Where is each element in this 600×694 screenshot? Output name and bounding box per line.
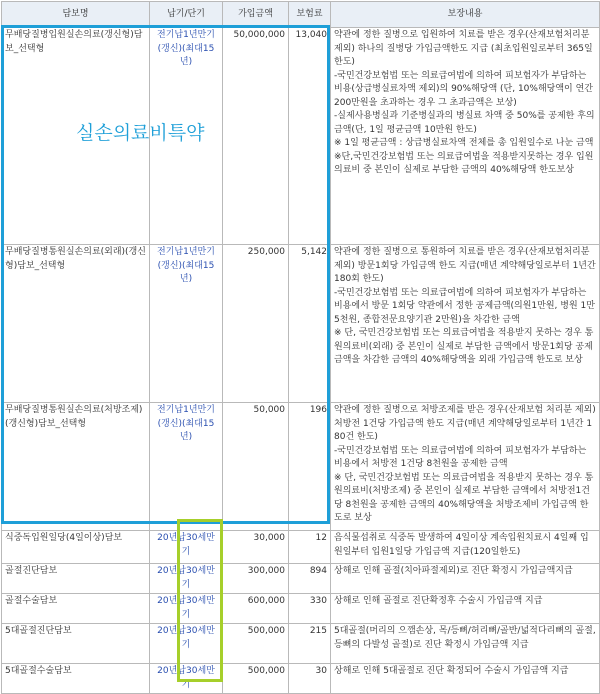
- row-premium: 330: [289, 594, 331, 624]
- row-term: 20년납30세만기: [150, 564, 223, 594]
- row-amount: 300,000: [223, 564, 289, 594]
- row-coverage: 상해로 인해 5대골절로 진단 확정되어 수술시 가입금액 지급: [331, 664, 600, 694]
- row-coverage: 약관에 정한 질병으로 입원하여 치료를 받은 경우(산재보험처리분 제외) 하나의 질병당 가입금액한도 지급 (최초입원일로부터 365일한도) -국민건강보험법 또는 의료급여법에 의하여 피보험자가 부담하는 비용(상급병실료차액 제외)의 90%해당액 (단, 10%해당액이 연간 200만원을 초과하는 경우 그 초과금액은 보상) -실제사용병실과 기준병실과의 병실료 차액 중 50%를 공제한 후의 금액(단, 1일 평균금액 10만원 한도) ※ 1일 평균금액 : 상급병실료차액 전체를 총 입원일수로 나눈 금액 ※단,국민건강보험법 또는 의료급여법을 적용받지못하는 경우 입원의료비 중 본인이 실제로 부담한 금액의 40%해당액 한도보상: [331, 28, 600, 245]
- row-term: 20년납30세만기: [150, 624, 223, 664]
- row-coverage: 상해로 인해 골절로 진단확정후 수술시 가입금액 지급: [331, 594, 600, 624]
- col-header-term: 납기/단기: [150, 2, 223, 28]
- row-term: 20년납30세만기: [150, 594, 223, 624]
- row-name: 골절진단담보: [2, 564, 150, 594]
- row-name: 무배당질병통원실손의료(처방조제)(갱신형)담보_선택형: [2, 403, 150, 531]
- table-row: [2, 403, 600, 531]
- row-premium: 13,040: [289, 28, 331, 245]
- row-amount: 50,000: [223, 403, 289, 531]
- row-amount: 250,000: [223, 245, 289, 403]
- table-row: [2, 624, 600, 664]
- row-amount: 600,000: [223, 594, 289, 624]
- table-row: [2, 245, 600, 403]
- table-row: [2, 594, 600, 624]
- row-premium: 12: [289, 531, 331, 564]
- medical-rider-overlay-label: 실손의료비특약: [76, 122, 205, 144]
- row-name: 무배당질병입원실손의료(갱신형)담보_선택형: [2, 28, 150, 245]
- row-premium: 5,142: [289, 245, 331, 403]
- row-amount: 500,000: [223, 624, 289, 664]
- col-header-amount: 가입금액: [223, 2, 289, 28]
- table-header-row: [2, 2, 600, 28]
- row-premium: 30: [289, 664, 331, 694]
- table-row: [2, 531, 600, 564]
- coverage-table: [1, 1, 600, 694]
- row-term: 20년납30세만기: [150, 664, 223, 694]
- row-amount: 50,000,000: [223, 28, 289, 245]
- row-premium: 196: [289, 403, 331, 531]
- row-amount: 30,000: [223, 531, 289, 564]
- table-row: [2, 664, 600, 694]
- row-coverage: 음식물섭취로 식중독 발생하여 4일이상 계속입원치료시 4일째 입원일부터 입원1일당 가입금액 지급(120일한도): [331, 531, 600, 564]
- row-premium: 894: [289, 564, 331, 594]
- col-header-coverage: 보장내용: [331, 2, 600, 28]
- row-term: 전기납1년만기(갱신)(최대15년): [150, 28, 223, 245]
- row-name: 골절수술담보: [2, 594, 150, 624]
- row-coverage: 약관에 정한 질병으로 통원하여 치료를 받은 경우(산재보험처리분 제외) 방문1회당 가입금액 한도 지급(매년 계약해당일로부터 1년간 180회 한도) -국민건강보험법 또는 의료급여법에 의하여 피보험자가 부담하는 비용에서 방문 1회당 약관에서 정한 공제금액(의원1만원, 병원 1만5천원, 종합전문요양기관 2만원)을 차감한 금액 ※ 단, 국민건강보험법 또는 의료급여법을 적용받지 못하는 경우 통원의료비(외래) 중 본인이 실제로 부담한 금액에서 방문1회당 공제금액을 차감한 금액의 40%해당액을 외래 가입금액 한도로 보상: [331, 245, 600, 403]
- row-coverage: 약관에 정한 질병으로 처방조제를 받은 경우(산재보험 처리분 제외) 처방전 1건당 가입금액 한도 지급(매년 계약해당일로부터 1년간 180건 한도) -국민건강보험법 또는 의료급여법에 의하여 피보험자가 부담하는 비용에서 처방전 1건당 8천원을 공제한 금액 ※ 단, 국민건강보험법 또는 의료급여법을 적용받지 못하는 경우 통원의료비(처방조제) 중 본인이 실제로 부담한 금액에서 처방전1건당 8천원을 공제한 금액의 40%해당액을 처방조제비 가입금액 한도로 보상: [331, 403, 600, 531]
- row-name: 무배당질병통원실손의료(외래)(갱신형)담보_선택형: [2, 245, 150, 403]
- table-row: [2, 564, 600, 594]
- row-name: 5대골절진단담보: [2, 624, 150, 664]
- row-term: 전기납1년만기(갱신)(최대15년): [150, 403, 223, 531]
- row-term: 20년납30세만기: [150, 531, 223, 564]
- row-name: 식중독입원일당(4일이상)담보: [2, 531, 150, 564]
- row-coverage: 5대골절(머리의 으깸손상, 목/등뼈/허리뼈/골반/넓적다리뼈의 골절, 등뼈의 다발성 골절)로 진단 확정시 가입금액 지급: [331, 624, 600, 664]
- row-amount: 500,000: [223, 664, 289, 694]
- row-premium: 215: [289, 624, 331, 664]
- row-name: 5대골절수술담보: [2, 664, 150, 694]
- col-header-name: 담보명: [2, 2, 150, 28]
- col-header-premium: 보험료: [289, 2, 331, 28]
- row-term: 전기납1년만기(갱신)(최대15년): [150, 245, 223, 403]
- row-coverage: 상해로 인해 골절(치아파절제외)로 진단 확정시 가입금액지급: [331, 564, 600, 594]
